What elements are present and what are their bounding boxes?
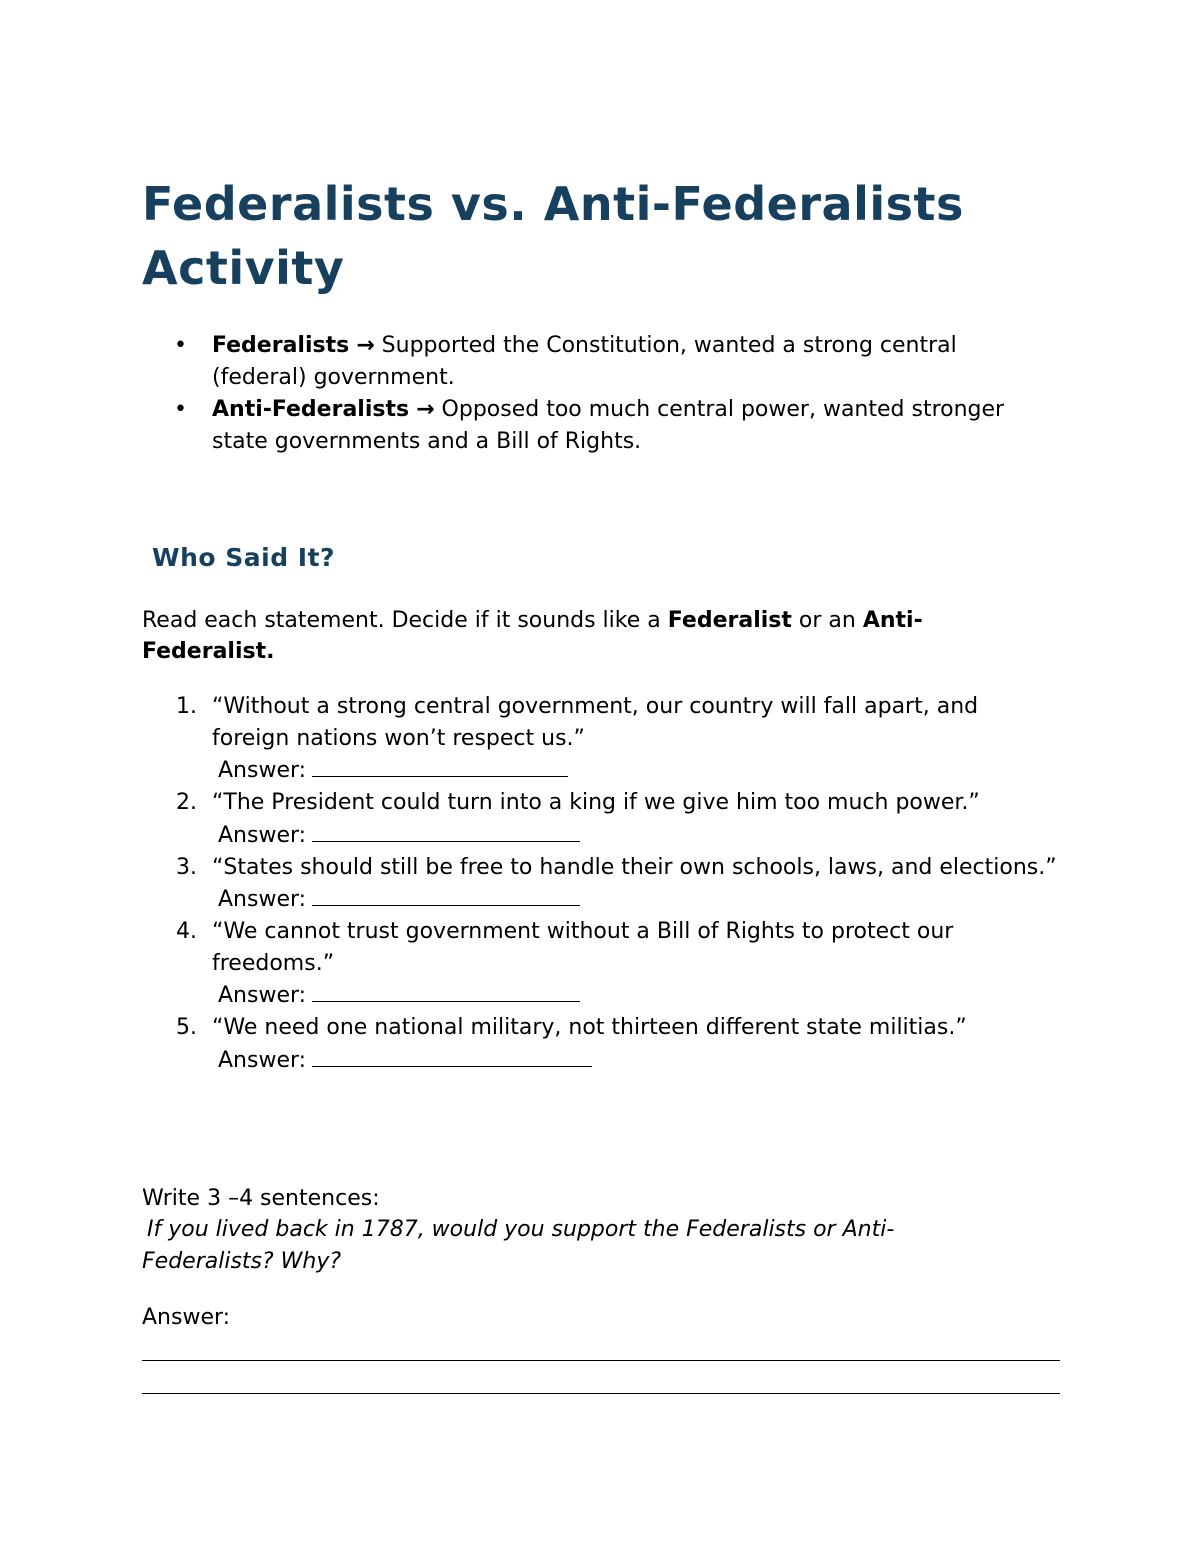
arrow-icon: → (356, 333, 375, 358)
answer-line (212, 754, 1062, 787)
statement-number: 4. (176, 918, 197, 944)
instructions-option-anti-federalist: Anti-Federalist. (142, 608, 923, 664)
definition-item-federalists (142, 330, 1042, 394)
arrow-icon: → (416, 397, 435, 422)
statement-item (142, 691, 1062, 787)
answer-label: Answer: (218, 1047, 307, 1073)
definition-term: Anti-Federalists (212, 397, 410, 422)
page-title: Federalists vs. Anti-Federalists Activity (142, 177, 964, 295)
answer-label: Answer: (218, 822, 307, 848)
definition-description: Opposed too much central power, wanted stronger state governments and a Bill of Rights. (212, 397, 1005, 454)
statement-list (142, 691, 1062, 1076)
statement-item (142, 1012, 1062, 1076)
writing-question: If you lived back in 1787, would you support the Federalists or Anti-Federalists? Why? (142, 1217, 895, 1274)
answer-blank[interactable] (312, 883, 580, 906)
statement-number: 1. (176, 694, 197, 719)
definition-item-anti-federalists (142, 394, 1042, 458)
instructions-option-federalist: Federalist (667, 608, 792, 633)
bullet-icon: • (174, 333, 187, 358)
statement-text: “States should still be free to handle their own schools, laws, and elections.” (212, 854, 1057, 880)
answer-line (212, 883, 1062, 916)
answer-blank[interactable] (312, 754, 568, 777)
instructions-connector: or an (798, 608, 856, 633)
writing-answer-line[interactable] (142, 1393, 1060, 1394)
answer-blank[interactable] (312, 1044, 592, 1067)
statement-text: “Without a strong central government, our country will fall apart, and foreign nations won’t respect us.” (212, 694, 979, 751)
writing-answer-label: Answer: (142, 1305, 231, 1330)
definition-term: Federalists (212, 333, 350, 358)
answer-line (212, 979, 1062, 1012)
statement-item (142, 916, 1062, 1012)
statement-number: 5. (176, 1015, 197, 1041)
statement-number: 3. (176, 854, 197, 880)
answer-line (212, 819, 1062, 852)
instructions (142, 605, 1002, 667)
statement-text: “We need one national military, not thirteen different state militias.” (212, 1015, 967, 1041)
answer-blank[interactable] (312, 819, 580, 842)
statement-text: “We cannot trust government without a Bill of Rights to protect our freedoms.” (212, 918, 954, 976)
writing-prompt: Write 3 –4 sentences: (142, 1186, 380, 1211)
definition-list (142, 330, 1042, 458)
statement-text: “The President could turn into a king if we give him too much power.” (212, 790, 980, 816)
section-heading: Who Said It? (152, 543, 336, 572)
answer-label: Answer: (218, 758, 307, 784)
instructions-lead: Read each statement. Decide if it sounds like a (142, 608, 661, 633)
answer-blank[interactable] (312, 979, 580, 1002)
definition-description: Supported the Constitution, wanted a strong central (federal) government. (212, 333, 957, 390)
answer-label: Answer: (218, 983, 307, 1009)
bullet-icon: • (174, 397, 187, 422)
answer-label: Answer: (218, 887, 307, 913)
statement-item (142, 852, 1062, 916)
statement-item (142, 787, 1062, 851)
writing-answer-line[interactable] (142, 1360, 1060, 1361)
statement-number: 2. (176, 790, 197, 816)
answer-line (212, 1044, 1062, 1077)
